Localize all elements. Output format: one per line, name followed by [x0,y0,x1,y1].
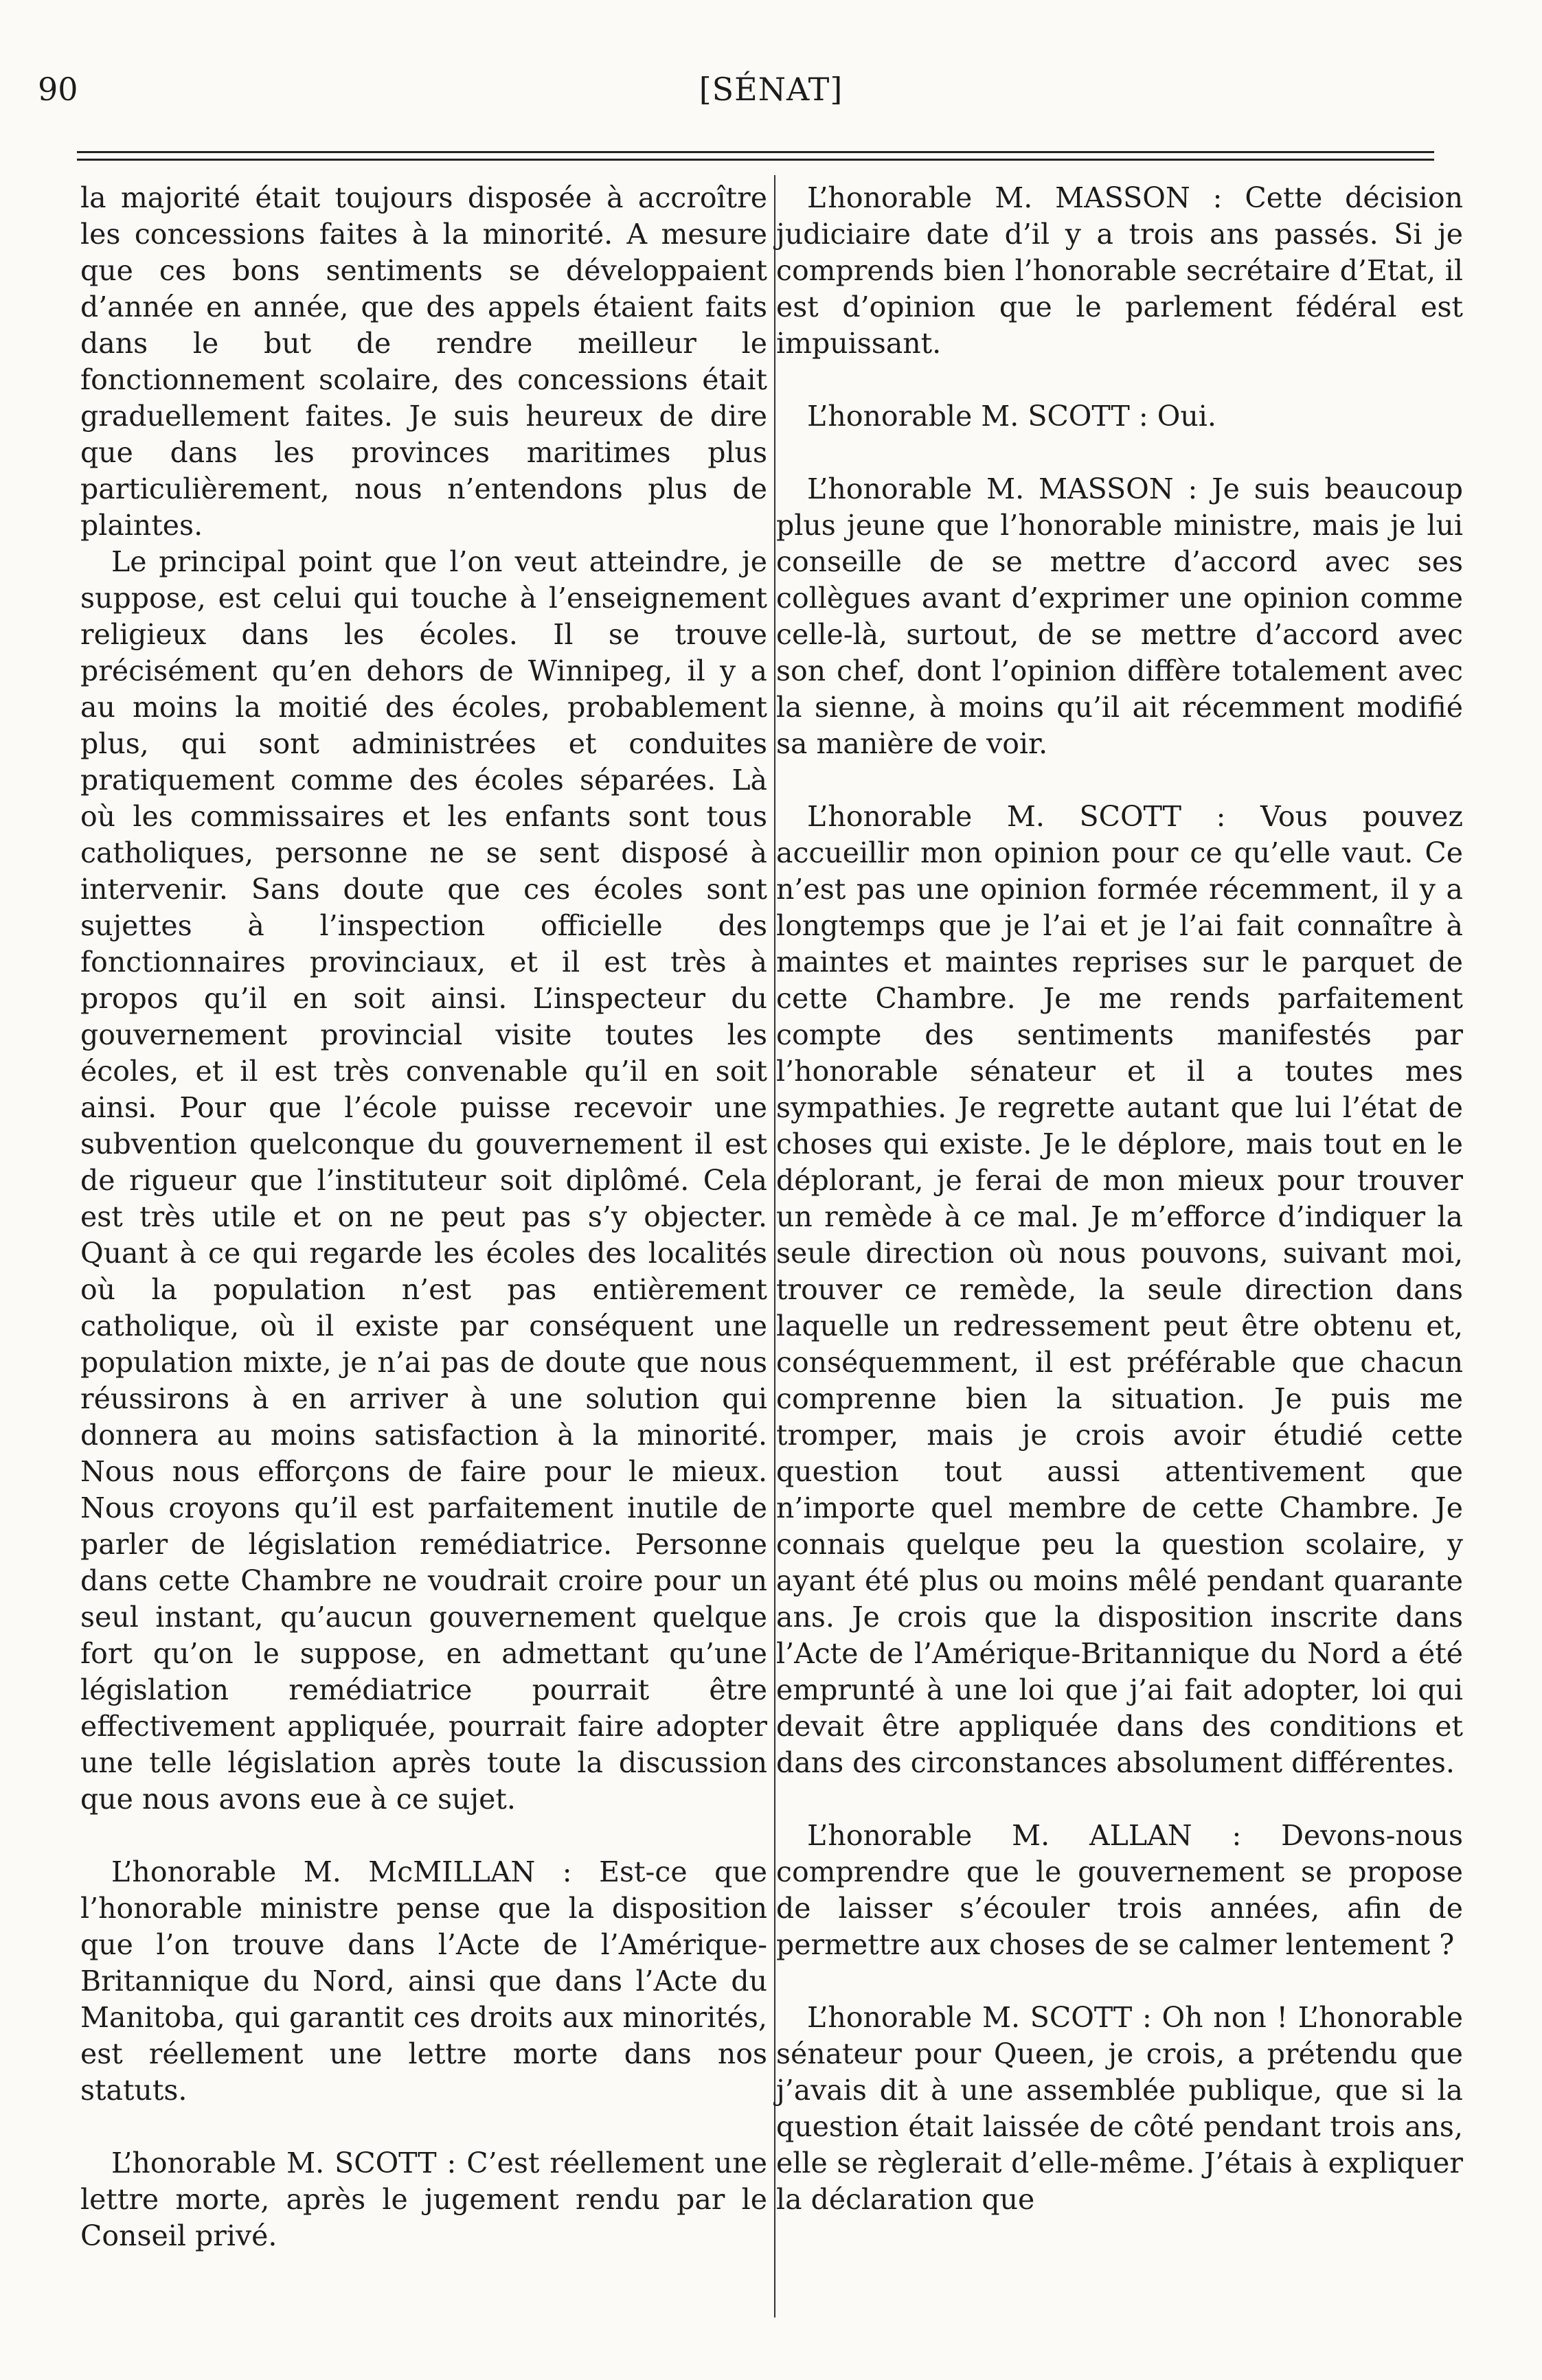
paragraph: L’honorable M. SCOTT : Oui. [807,400,1216,433]
paragraph: L’honorable M. SCOTT : Vous pouvez accueillir mon opinion pour ce qu’elle vaut. Ce n’est pas une opinion formée récemment, il y a longtemps que je l’ai et je l’ai fait connaître à maintes et maintes reprises sur le parquet de cette Chambre. Je me rends parfaitement compte des sentiments manifestés par l’honorable sénateur et il a toutes mes sympathies. Je regrette autant que lui l’état de choses qui existe. Je le déplore, mais tout en le déplorant, je ferai de mon mieux pour trouver un remède à ce mal. Je m’efforce d’indiquer la seule direction où nous pouvons, suivant moi, trouver ce remède, la seule direction dans laquelle un redressement peut être obtenu et, conséquemment, il est préférable que chacun comprenne bien la situation. Je puis me tromper, mais je crois avoir étudié cette question tout aussi attentivement que n’importe quel membre de cette Chambre. Je connais quelque peu la question scolaire, y ayant été plus ou moins mêlé pendant quarante ans. Je crois que la disposition inscrite dans l’Acte de l’Amérique-Britannique du Nord a été emprunté à une loi que j’ai fait adopter, loi qui devait être appliquée dans des conditions et dans des circonstances absolument différentes. [776,800,1463,1779]
paragraph: L’honorable M. McMILLAN : Est-ce que l’honorable ministre pense que la disposition que l’on trouve dans l’Acte de l’Amérique-Britannique du Nord, ainsi que dans l’Acte du Manitoba, qui garantit ces droits aux minorités, est réellement une lettre morte dans nos statuts. [80,1855,767,2107]
paragraph: la majorité était toujours disposée à accroître les concessions faites à la minorité. A mesure que ces bons sentiments se développaient d’année en année, que des appels étaient faits dans le but de rendre meilleur le fonctionnement scolaire, des concessions était graduellement faites. Je suis heureux de dire que dans les provinces maritimes plus particulièrement, nous n’entendons plus de plaintes. [80,181,767,542]
running-head: [SÉNAT] [699,71,843,108]
left-column [80,180,767,2291]
column-divider [774,175,775,2318]
page-header [0,69,1542,110]
paragraph: L’honorable M. SCOTT : C’est réellement une lettre morte, après le jugement rendu par le Conseil privé. [80,2147,767,2252]
header-rule-bottom [77,159,1434,161]
paragraph: L’honorable M. ALLAN : Devons-nous comprendre que le gouvernement se propose de laisser s’écouler trois années, afin de permettre aux choses de se calmer lentement ? [776,1819,1463,1961]
page-number: 90 [38,71,78,108]
paragraph: L’honorable M. MASSON : Cette décision judiciaire date d’il y a trois ans passés. Si je comprends bien l’honorable secrétaire d’Etat, il est d’opinion que le parlement fédéral est impuissant. [776,181,1463,360]
paragraph: L’honorable M. SCOTT : Oh non ! L’honorable sénateur pour Queen, je crois, a prétendu que j’avais dit à une assemblée publique, que si la question était laissée de côté pendant trois ans, elle se règlerait d’elle-même. J’étais à expliquer la déclaration que [776,2001,1463,2216]
paragraph: L’honorable M. MASSON : Je suis beaucoup plus jeune que l’honorable ministre, mais je lui conseille de se mettre d’accord avec ses collègues avant d’exprimer une opinion comme celle-là, surtout, de se mettre d’accord avec son chef, dont l’opinion diffère totalement avec la sienne, à moins qu’il ait récemment modifié sa manière de voir. [776,472,1463,760]
header-rule-top [77,151,1434,153]
paragraph: Le principal point que l’on veut atteindre, je suppose, est celui qui touche à l’enseignement religieux dans les écoles. Il se trouve précisément qu’en dehors de Winnipeg, il y a au moins la moitié des écoles, probablement plus, qui sont administrées et conduites pratiquement comme des écoles séparées. Là où les commissaires et les enfants sont tous catholiques, personne ne se sent disposé à intervenir. Sans doute que ces écoles sont sujettes à l’inspection officielle des fonctionnaires provinciaux, et il est très à propos qu’il en soit ainsi. L’inspecteur du gouvernement provincial visite toutes les écoles, et il est très convenable qu’il en soit ainsi. Pour que l’école puisse recevoir une subvention quelconque du gouvernement il est de rigueur que l’instituteur soit diplômé. Cela est très utile et on ne peut pas s’y objecter. Quant à ce qui regarde les écoles des localités où la population n’est pas entièrement catholique, où il existe par conséquent une population mixte, je n’ai pas de doute que nous réussirons à en arriver à une solution qui donnera au moins satisfaction à la minorité. Nous nous efforçons de faire pour le mieux. Nous croyons qu’il est parfaitement inutile de parler de législation remédiatrice. Personne dans cette Chambre ne voudrait croire pour un seul instant, qu’aucun gouvernement quelque fort qu’on le suppose, en admettant qu’une législation remédiatrice pourrait être effectivement appliquée, pourrait faire adopter une telle législation après toute la discussion que nous avons eue à ce sujet. [80,545,767,1816]
right-column [776,180,1463,2254]
